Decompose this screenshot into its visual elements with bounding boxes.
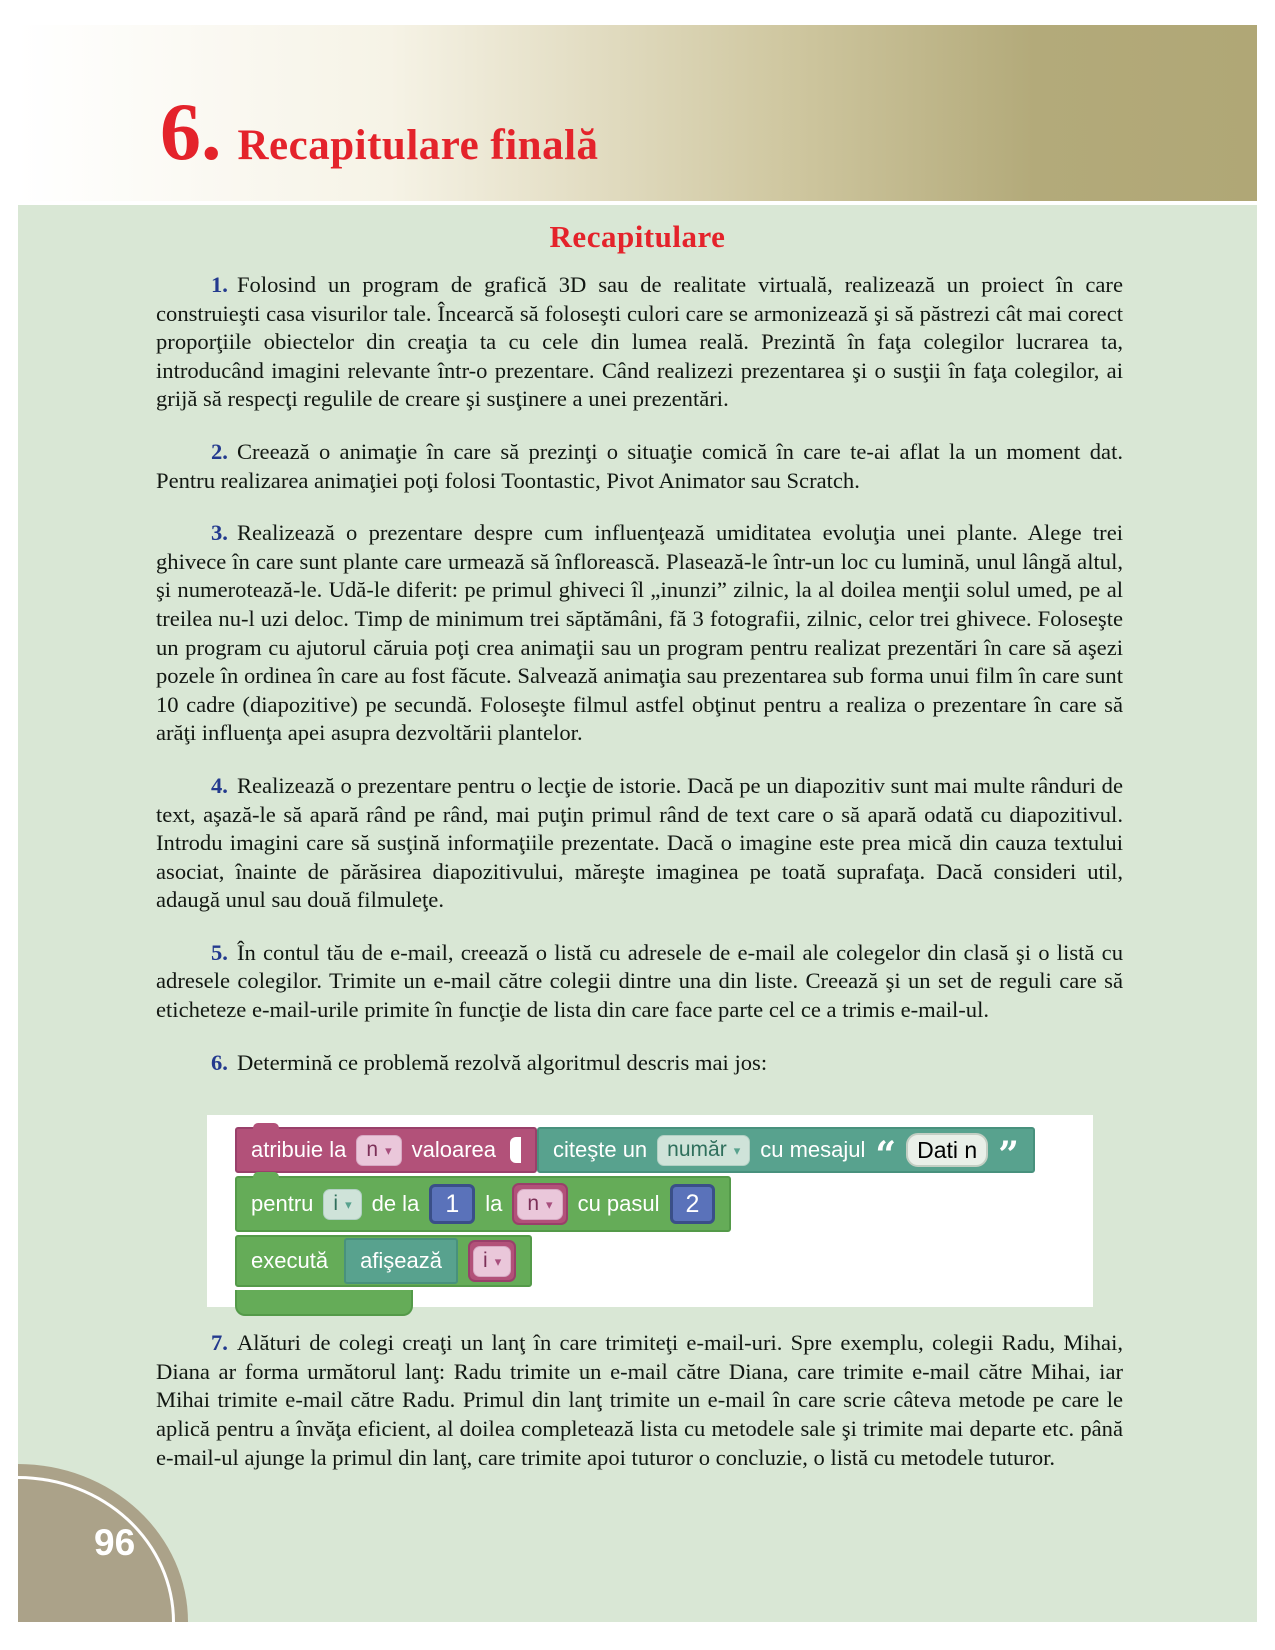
page-corner-shape [18,1464,188,1622]
item-number: 4. [211,772,228,798]
dropdown-caret-icon: ▾ [345,1196,352,1212]
dropdown-caret-icon: ▾ [546,1196,553,1212]
for-label-1: pentru [251,1191,314,1217]
for-var-dropdown [323,1189,361,1220]
item-text: Creează o animaţie în care să prezinţi o situaţie comică în care te-ai aflat la un moment dat. Pentru realizarea animaţiei poţi folosi Toontastic, Pivot Animator sau Scratch. [156,438,1123,493]
read-message-field: Dati n [906,1133,988,1167]
print-var-dropdown [473,1246,511,1277]
for-block [235,1176,731,1232]
algorithm-blocks-figure [207,1115,1093,1307]
chapter-title: Recapitulare finală [237,122,599,169]
item-text: Alături de colegi creaţi un lanţ în care trimiteţi e-mail-uri. Spre exemplu, colegii Radu, Mihai, Diana ar forma următorul lanţ: Radu trimite un e-mail către Diana, care trimite e-mail către Mihai, iar Mihai trimite e-mail către Radu. Primul din lanţ trimite un e-mail în care scrie câteva metode pe care le aplică pentru a învăţa eficient, al doilea completează lista cu metodele sale şi trimite mai departe etc. până e-mail-ul ajunge la primul din lanţ, care trimite apoi tuturor o concluzie, o listă cu metodele tuturor. [156,1330,1123,1470]
print-label: afişează [360,1248,443,1274]
block-connector-bump-icon [253,1172,279,1179]
page-number: 96 [94,1522,136,1563]
section-title: Recapitulare [549,219,726,254]
open-quote-icon: “ [875,1134,897,1177]
item-number: 7. [211,1330,228,1356]
assign-label-2: valoarea [411,1137,496,1163]
do-block [235,1235,532,1287]
dropdown-caret-icon: ▾ [494,1253,502,1269]
read-label-2: cu mesajul [760,1137,866,1163]
exercise-item-2 [156,438,1123,495]
for-to-var-dropdown [517,1189,562,1220]
assign-var-value: n [366,1138,379,1162]
assign-label-1: atribuie la [251,1137,347,1163]
item-text: Folosind un program de grafică 3D sau de realitate virtuală, realizează un proiect în care construieşti casa visurilor tale. Încearcă să foloseşti culori care se armonizează şi să păstrezi cât mai corect proporţiile obiectelor din creaţia ta cu cele din lumea reală. Prezintă în faţa colegilor lucrarea ta, introducând imagini relevante într-o prezentare. Când realizezi prezentarea şi o susţii în faţa colegilor, ai grijă să respecţi regulile de creare şi susţinere a unei prezentări. [156,272,1123,412]
chapter-number: 6. [160,86,222,177]
for-var-value: i [333,1192,339,1216]
exercise-item-4 [156,772,1123,915]
exercise-item-1 [156,271,1123,414]
item-number: 5. [211,939,228,965]
for-to-var-value: n [527,1192,540,1216]
read-block [537,1127,1035,1177]
content-area [18,205,1257,1622]
block-connector-bump-icon [253,1123,279,1130]
exercise-item-6 [156,1049,1123,1078]
item-number: 3. [211,520,228,546]
algorithm-row-assign [235,1127,1035,1177]
algorithm-row-for [235,1176,731,1232]
item-number: 2. [211,438,228,464]
read-type-value: număr [667,1138,727,1162]
for-from-value-block: 1 [429,1184,475,1224]
item-text: Realizează o prezentare pentru o lecţie de istorie. Dacă pe un diapozitiv sunt mai multe rânduri de text, aşază-le să apară rând pe rând, mai puţin primul rând de text care o să apară odată cu diapozitivul. Introdu imagini care să susţină informaţiile prezentate. Dacă o imagine este prea mică din cauza textului asociat, înainte de părăsirea diapozitivului, măreşte imaginea pe toată suprafaţa. Dacă consideri util, adaugă unul sau două filmuleţe. [156,772,1123,913]
read-label-1: citeşte un [553,1137,648,1163]
print-block [344,1238,458,1284]
exercise-item-5 [156,939,1123,1025]
do-label: execută [251,1248,329,1274]
for-label-2: de la [371,1191,420,1217]
dropdown-caret-icon: ▾ [733,1142,741,1158]
item-text: Realizează o prezentare despre cum influenţează umiditatea evoluţia unei plante. Alege trei ghivece în care sunt plante care urmează să înflorească. Plasează-le într-un loc cu lumină, unul lângă altul, şi numerotează-le. Udă-le diferit: pe primul ghiveci îl „inunzi” zilnic, la al doilea menţii solul umed, pe al treilea nu-l uzi deloc. Timp de minimum trei săptămâni, fă 3 fotografii, zilnic, celor trei ghivece. Foloseşte un program cu ajutorul căruia poţi crea animaţii sau un program pentru realizat prezentări în care să aşezi pozele în ordinea în care au fost făcute. Salvează animaţia sau prezentarea sub forma unui film în care sunt 10 cadre (diapozitive) pe secundă. Foloseşte filmul astfel obţinut pentru a realiza o prezentare în care să arăţi influenţa apei asupra dezvoltării plantelor. [156,520,1123,746]
close-quote-icon: ” [998,1134,1019,1177]
item-number: 1. [211,272,228,297]
dropdown-caret-icon: ▾ [385,1142,392,1158]
read-type-dropdown [657,1135,750,1166]
for-step-value-block: 2 [670,1184,716,1224]
item-text: În contul tău de e-mail, creează o listă cu adresele de e-mail ale colegelor din clasă şi o listă cu adresele colegilor. Trimite un e-mail către colegii dintre una din liste. Creează şi un set de reguli care să eticheteze e-mail-urile primite în funcţie de lista din care face parte cel ce a trimis e-mail-ul. [156,939,1123,1023]
print-var-value: i [483,1249,488,1273]
item-number: 6. [211,1049,228,1075]
item-text: Determină ce problemă rezolvă algoritmul descris mai jos: [236,1049,768,1075]
for-label-4: cu pasul [577,1191,660,1217]
assign-block [235,1127,537,1173]
exercise-item-3 [156,519,1123,748]
exercise-item-7 [156,1329,1123,1472]
assign-var-dropdown [356,1135,401,1166]
for-label-3: la [485,1191,503,1217]
algorithm-row-do [235,1235,532,1287]
chapter-header-band [18,25,1257,201]
socket-icon [510,1137,521,1163]
for-to-var-block [512,1183,567,1225]
exercise-list [18,255,1257,1472]
do-block-foot [235,1290,413,1316]
print-var-block [468,1240,516,1282]
chapter-heading [160,86,599,177]
